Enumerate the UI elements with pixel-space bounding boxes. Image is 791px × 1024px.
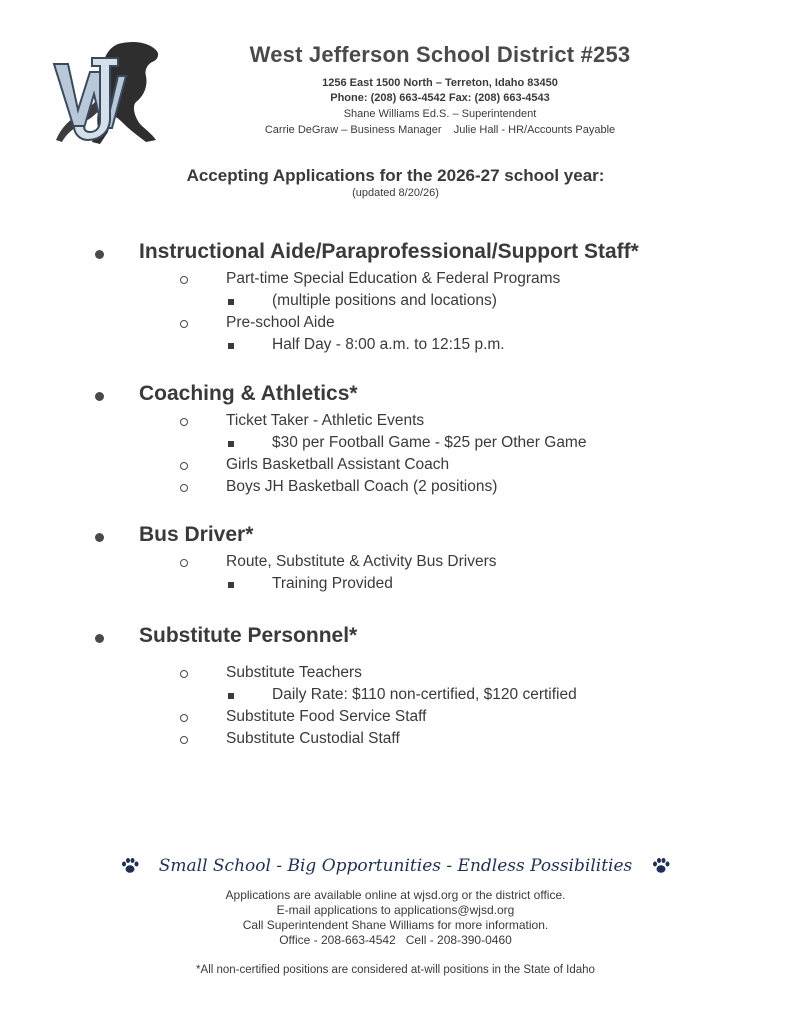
circle-bullet-icon: [180, 670, 188, 678]
circle-bullet-icon: [180, 714, 188, 722]
list-item: Pre-school Aide: [0, 314, 791, 336]
info-line-phones: Office - 208-663-4542 Cell - 208-390-0460: [279, 933, 512, 947]
circle-bullet-icon: [180, 736, 188, 744]
sub-item: Half Day - 8:00 a.m. to 12:15 p.m.: [0, 336, 791, 358]
superintendent-line: Shane Williams Ed.S. – Superintendent: [343, 108, 537, 120]
list-item: Route, Substitute & Activity Bus Drivers: [0, 553, 791, 575]
circle-bullet-icon: [180, 559, 188, 567]
sub-item: Daily Rate: $110 non-certified, $120 certified: [0, 686, 791, 708]
staff-line: Carrie DeGraw – Business Manager Julie Hall - HR/Accounts Payable: [264, 124, 616, 136]
section-instructional-aide: [0, 240, 791, 358]
section-coaching-athletics: [0, 382, 791, 500]
list-item: Substitute Custodial Staff: [0, 730, 791, 752]
square-bullet-icon: [228, 343, 234, 349]
list-item: Substitute Food Service Staff: [0, 708, 791, 730]
district-phone-fax: Phone: (208) 663-4542 Fax: (208) 663-4543: [330, 92, 550, 104]
info-line-call: Call Superintendent Shane Williams for more information.: [242, 918, 549, 932]
section-substitute-personnel: [0, 624, 791, 752]
bullet-icon: [95, 634, 104, 643]
accepting-title: Accepting Applications for the 2026-27 school year:: [186, 166, 605, 185]
bullet-icon: [95, 250, 104, 259]
list-item: Ticket Taker - Athletic Events: [0, 412, 791, 434]
district-title: West Jefferson School District #253: [249, 42, 631, 67]
sub-item: (multiple positions and locations): [0, 292, 791, 314]
accepting-notice: [0, 166, 791, 199]
list-item: Girls Basketball Assistant Coach: [0, 456, 791, 478]
circle-bullet-icon: [180, 276, 188, 284]
circle-bullet-icon: [180, 418, 188, 426]
square-bullet-icon: [228, 693, 234, 699]
slogan-row: [0, 856, 791, 876]
info-line-email: E-mail applications to applications@wjsd.org: [276, 903, 515, 917]
sub-item: $30 per Football Game - $25 per Other Game: [0, 434, 791, 456]
square-bullet-icon: [228, 299, 234, 305]
list-item: Boys JH Basketball Coach (2 positions): [0, 478, 791, 500]
bullet-icon: [95, 533, 104, 542]
circle-bullet-icon: [180, 484, 188, 492]
district-slogan: Small School - Big Opportunities - Endless Possibilities: [158, 856, 633, 876]
district-address: 1256 East 1500 North – Terreton, Idaho 83450: [322, 77, 558, 89]
paw-print-icon: [651, 856, 671, 876]
section-title: Instructional Aide/Paraprofessional/Support Staff*: [139, 240, 639, 263]
section-title: Coaching & Athletics*: [139, 382, 358, 405]
paw-print-icon: [120, 856, 140, 876]
section-title: Bus Driver*: [139, 523, 254, 546]
section-title: Substitute Personnel*: [139, 624, 358, 647]
square-bullet-icon: [228, 582, 234, 588]
panther-wj-logo-icon: [48, 36, 163, 151]
section-bus-driver: [0, 523, 791, 597]
updated-date: (updated 8/20/26): [352, 187, 439, 199]
circle-bullet-icon: [180, 320, 188, 328]
bullet-icon: [95, 392, 104, 401]
list-item: Substitute Teachers: [0, 664, 791, 686]
info-line-online: Applications are available online at wjsd.org or the district office.: [225, 888, 566, 902]
circle-bullet-icon: [180, 462, 188, 470]
list-item: Part-time Special Education & Federal Programs: [0, 270, 791, 292]
district-header: [230, 42, 650, 138]
at-will-disclaimer: *All non-certified positions are considered at-will positions in the State of Idaho: [196, 964, 595, 976]
square-bullet-icon: [228, 441, 234, 447]
sub-item: Training Provided: [0, 575, 791, 597]
application-info: [0, 888, 791, 948]
